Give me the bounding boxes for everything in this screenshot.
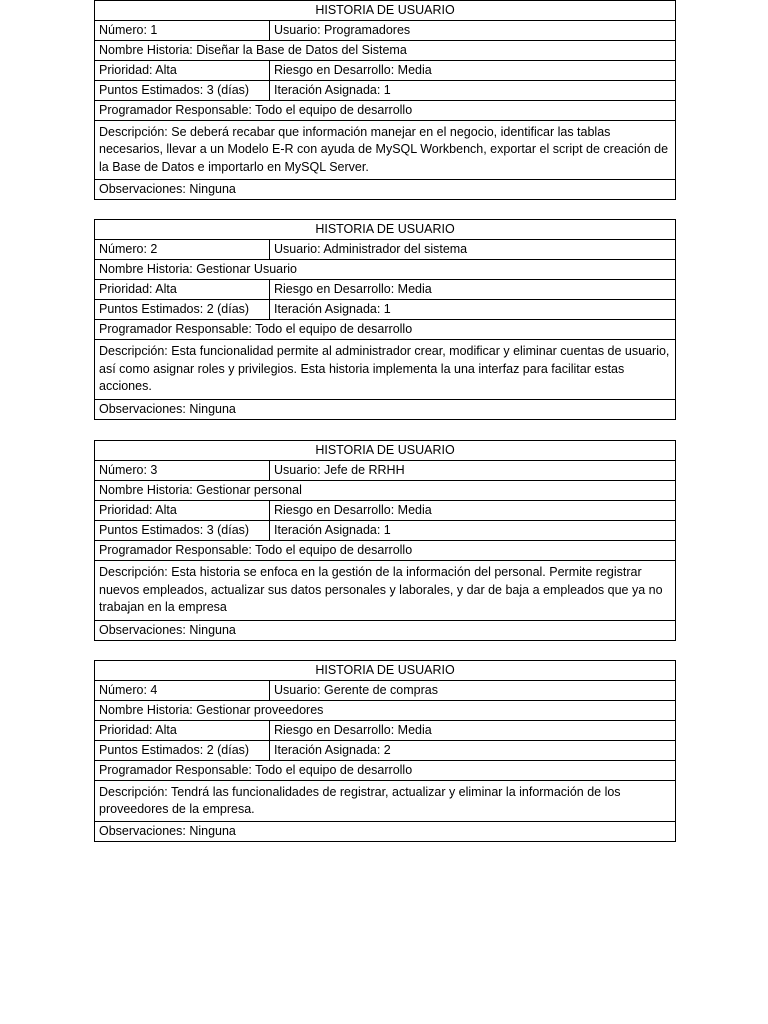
- story-programmer: Programador Responsable: Todo el equipo de desarrollo: [95, 101, 676, 121]
- story-description: Descripción: Se deberá recabar que información manejar en el negocio, identificar las tablas necesarios, llevar a un Modelo E-R con ayuda de MySQL Workbench, exportar el script de creación de la Base de Datos e importarlo en MySQL Server.: [95, 121, 676, 180]
- story-header: HISTORIA DE USUARIO: [95, 220, 676, 240]
- story-points: Puntos Estimados: 2 (días): [95, 300, 270, 320]
- story-priority: Prioridad: Alta: [95, 501, 270, 521]
- user-story-table: [94, 660, 676, 842]
- user-story-table: [94, 440, 676, 641]
- user-story-table: [94, 219, 676, 420]
- story-observations: Observaciones: Ninguna: [95, 822, 676, 842]
- story-risk: Riesgo en Desarrollo: Media: [270, 721, 676, 741]
- story-name: Nombre Historia: Gestionar proveedores: [95, 701, 676, 721]
- story-user: Usuario: Programadores: [270, 21, 676, 41]
- story-description: Descripción: Esta historia se enfoca en la gestión de la información del personal. Permite registrar nuevos empleados, actualizar sus datos personales y laborales, y dar de baja a empleados que ya no trabajan en la empresa: [95, 561, 676, 621]
- story-user: Usuario: Jefe de RRHH: [270, 461, 676, 481]
- story-iteration: Iteración Asignada: 1: [270, 521, 676, 541]
- story-number: Número: 4: [95, 681, 270, 701]
- story-number: Número: 3: [95, 461, 270, 481]
- story-name: Nombre Historia: Diseñar la Base de Datos del Sistema: [95, 41, 676, 61]
- story-programmer: Programador Responsable: Todo el equipo de desarrollo: [95, 761, 676, 781]
- story-risk: Riesgo en Desarrollo: Media: [270, 61, 676, 81]
- story-programmer: Programador Responsable: Todo el equipo de desarrollo: [95, 320, 676, 340]
- story-name: Nombre Historia: Gestionar personal: [95, 481, 676, 501]
- story-risk: Riesgo en Desarrollo: Media: [270, 280, 676, 300]
- story-risk: Riesgo en Desarrollo: Media: [270, 501, 676, 521]
- story-observations: Observaciones: Ninguna: [95, 180, 676, 200]
- story-header: HISTORIA DE USUARIO: [95, 441, 676, 461]
- story-user: Usuario: Gerente de compras: [270, 681, 676, 701]
- story-iteration: Iteración Asignada: 1: [270, 300, 676, 320]
- story-number: Número: 1: [95, 21, 270, 41]
- story-description: Descripción: Tendrá las funcionalidades de registrar, actualizar y eliminar la información de los proveedores de la empresa.: [95, 781, 676, 822]
- story-points: Puntos Estimados: 3 (días): [95, 81, 270, 101]
- story-priority: Prioridad: Alta: [95, 61, 270, 81]
- story-priority: Prioridad: Alta: [95, 721, 270, 741]
- story-name: Nombre Historia: Gestionar Usuario: [95, 260, 676, 280]
- story-description: Descripción: Esta funcionalidad permite al administrador crear, modificar y eliminar cuentas de usuario, así como asignar roles y privilegios. Esta historia implementa la una interfaz para facilitar estas acciones.: [95, 340, 676, 400]
- story-header: HISTORIA DE USUARIO: [95, 1, 676, 21]
- story-points: Puntos Estimados: 2 (días): [95, 741, 270, 761]
- story-header: HISTORIA DE USUARIO: [95, 661, 676, 681]
- user-story-table: [94, 0, 676, 200]
- story-iteration: Iteración Asignada: 1: [270, 81, 676, 101]
- story-priority: Prioridad: Alta: [95, 280, 270, 300]
- story-iteration: Iteración Asignada: 2: [270, 741, 676, 761]
- story-points: Puntos Estimados: 3 (días): [95, 521, 270, 541]
- story-user: Usuario: Administrador del sistema: [270, 240, 676, 260]
- story-observations: Observaciones: Ninguna: [95, 621, 676, 641]
- story-number: Número: 2: [95, 240, 270, 260]
- story-programmer: Programador Responsable: Todo el equipo de desarrollo: [95, 541, 676, 561]
- story-observations: Observaciones: Ninguna: [95, 400, 676, 420]
